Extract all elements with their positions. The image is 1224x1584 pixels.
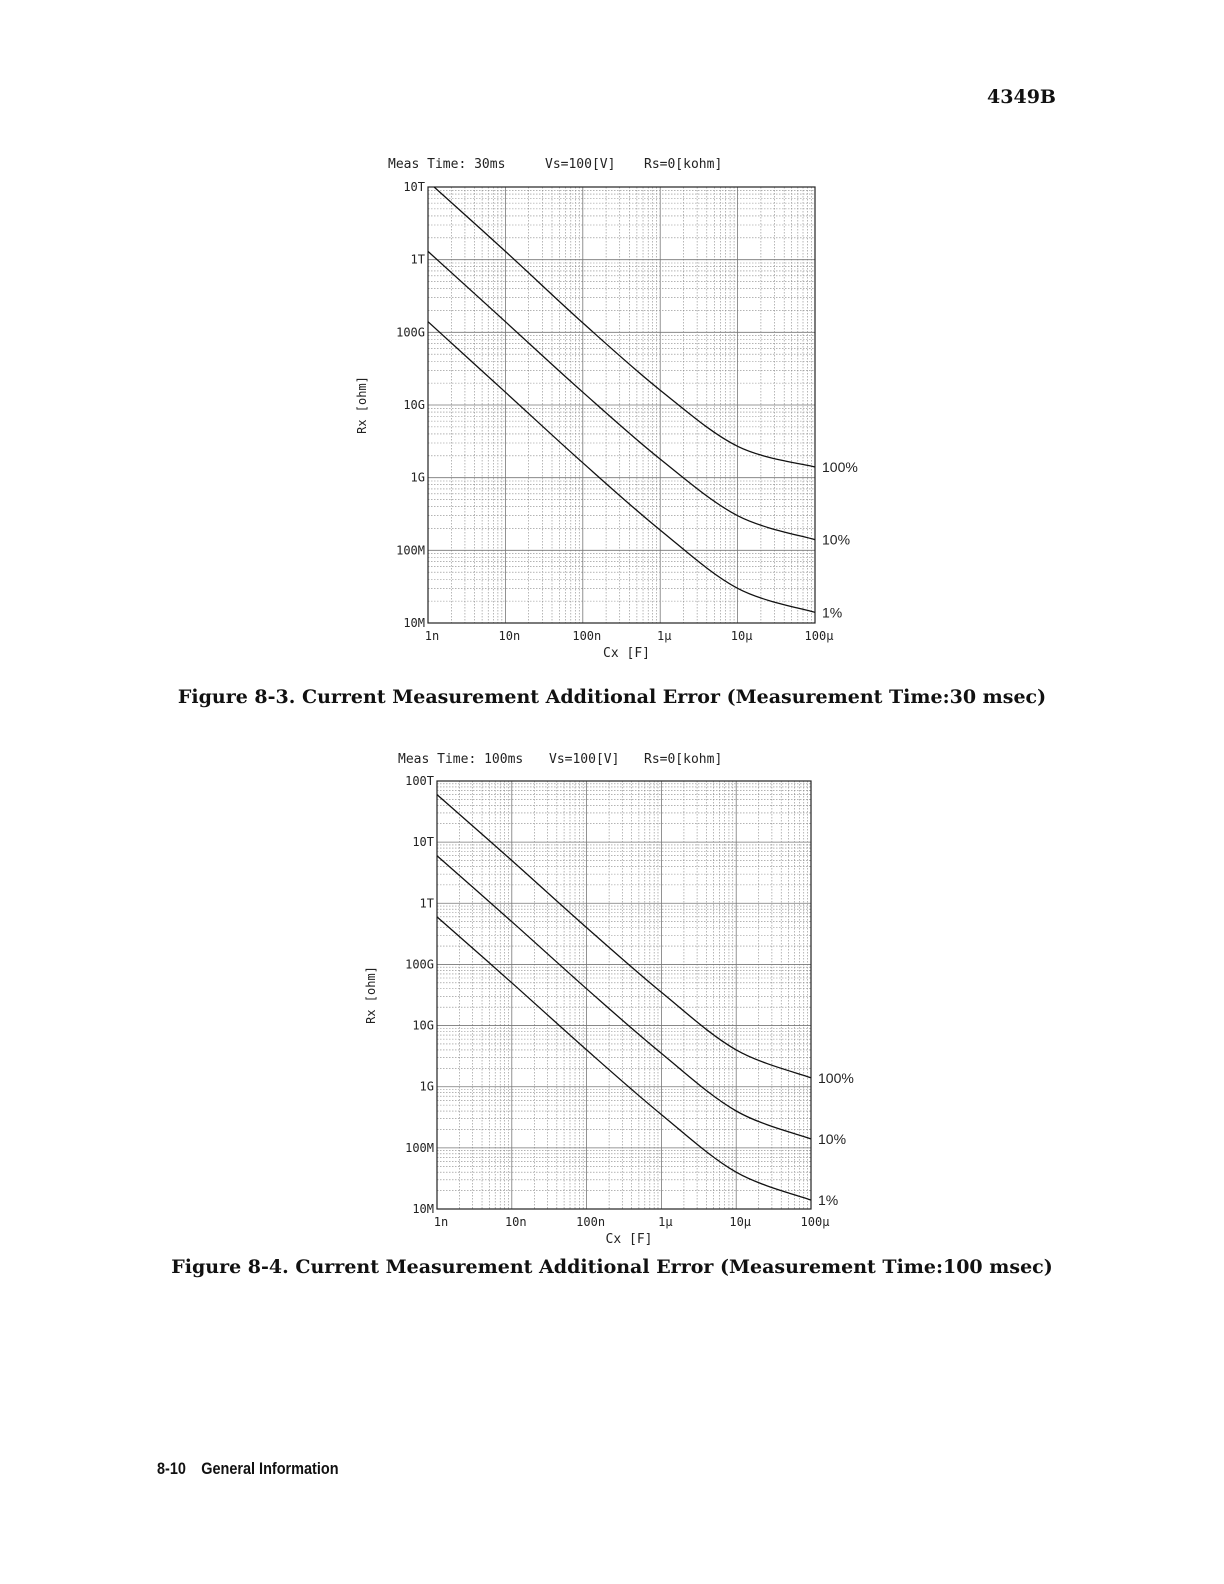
y-axis-label: Rx [ohm] [364,966,378,1024]
chart-title-part: Meas Time: 30ms [388,157,506,172]
y-tick-label: 100T [405,774,434,788]
series-label: 100% [818,1069,854,1086]
x-tick-label: 1n [424,629,440,643]
chart-title-part: Rs=0[kohm] [644,157,723,172]
figure-8-3-caption: Figure 8-3. Current Measurement Additional Error (Measurement Time:30 msec) [177,686,1047,708]
x-tick-label: 100n [572,629,602,643]
figure-8-3-chart [0,150,1224,680]
series-label: 1% [822,604,843,621]
chart-title-part: Vs=100[V] [545,157,616,172]
x-tick-label: 1μ [656,629,672,643]
y-tick-label: 10G [403,398,425,412]
y-tick-label: 100G [396,325,425,340]
x-tick-label: 10μ [730,629,753,643]
x-tick-label: 100n [576,1215,606,1229]
x-tick-label: 1n [433,1215,449,1229]
y-tick-label: 10T [403,180,425,194]
y-tick-label: 100G [405,957,434,972]
chart-title-part: Meas Time: 100ms [398,752,524,767]
figure-8-4-chart [0,745,1224,1255]
footer-section-title: General Information [201,1459,339,1478]
y-tick-label: 1T [410,252,425,267]
page-footer [157,1459,354,1479]
x-tick-label: 100μ [804,629,834,643]
x-axis-label: Cx [F] [603,646,650,661]
y-tick-label: 1G [410,470,425,485]
series-label: 10% [822,531,851,548]
chart-title-part: Vs=100[V] [549,752,620,767]
series-line-100pct [434,187,815,467]
x-tick-label: 100μ [800,1215,830,1229]
y-tick-label: 100M [405,1140,434,1155]
chart-title-part: Rs=0[kohm] [644,752,723,767]
series-line-1pct [428,322,815,613]
series-label: 10% [818,1130,847,1147]
x-axis-label: Cx [F] [605,1232,653,1247]
series-label: 100% [822,459,858,476]
page-number: 8-10 [157,1459,186,1478]
document-model-number: 4349B [987,86,1056,108]
y-tick-label: 10G [412,1018,434,1033]
y-tick-label: 1T [419,896,434,911]
y-tick-label: 10T [412,835,434,850]
x-tick-label: 1μ [658,1215,673,1229]
y-tick-label: 100M [396,543,425,558]
y-axis-label: Rx [ohm] [355,376,369,434]
y-tick-label: 10M [412,1202,434,1216]
series-label: 1% [818,1192,839,1209]
x-tick-label: 10n [498,629,521,643]
x-tick-label: 10n [504,1215,527,1229]
figure-8-4-caption: Figure 8-4. Current Measurement Additional Error (Measurement Time:100 msec) [171,1256,1053,1278]
grid-lines [437,781,811,1209]
y-tick-label: 10M [403,616,425,630]
x-tick-label: 10μ [729,1215,752,1229]
y-tick-label: 1G [419,1079,434,1094]
